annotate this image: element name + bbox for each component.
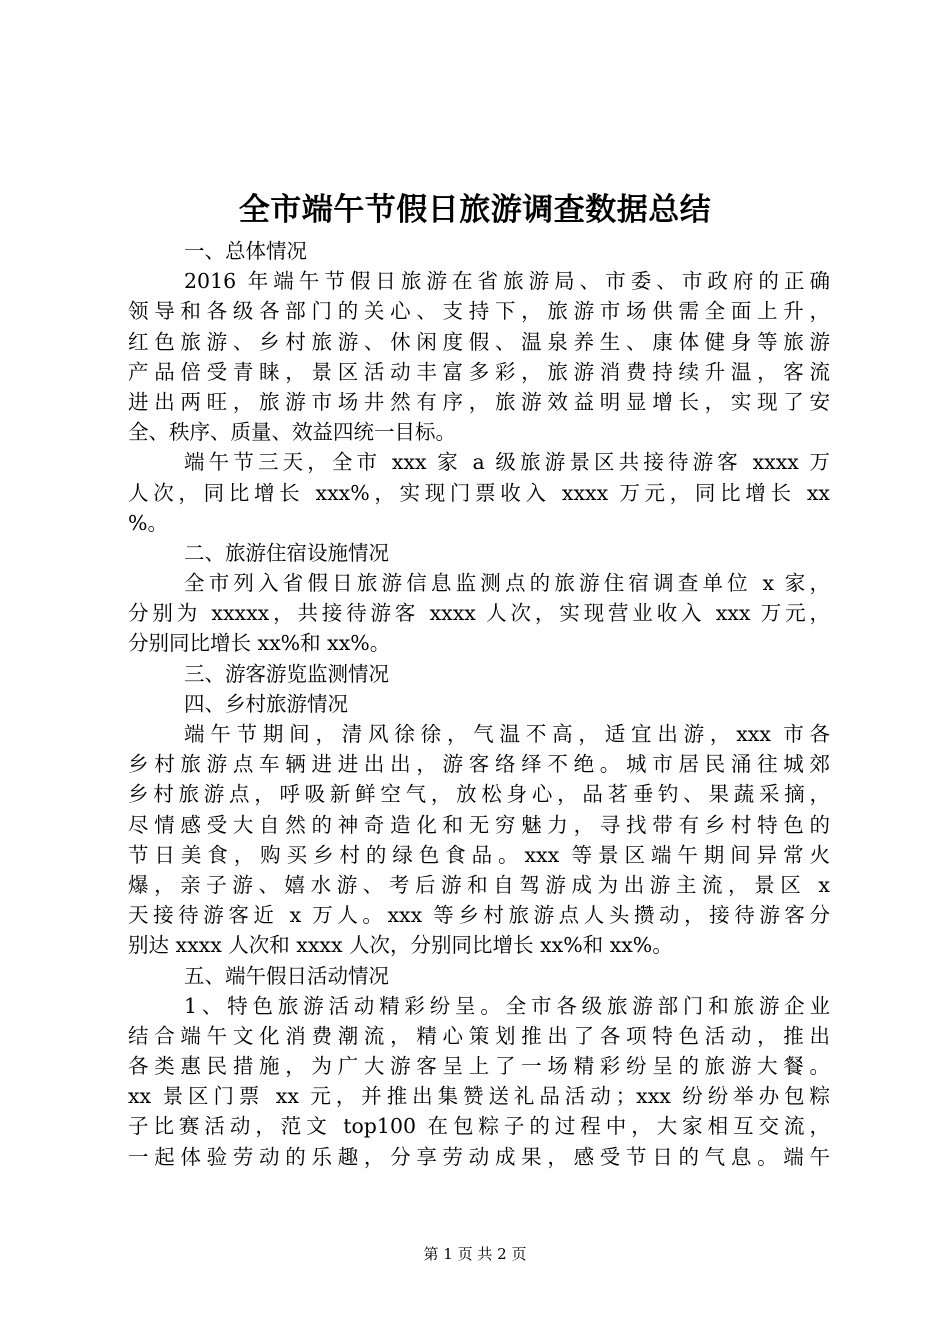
paragraph-line: 1、特色旅游活动精彩纷呈。全市各级旅游部门和旅游企业 <box>184 993 830 1018</box>
paragraph-line: %。 <box>128 510 168 535</box>
paragraph-line: 分别为 xxxxx，共接待游客 xxxx 人次，实现营业收入 xxx 万元， <box>128 601 830 626</box>
paragraph-line: 全、秩序、质量、效益四统一目标。 <box>128 420 456 445</box>
page-footer: 第 1 页 共 2 页 <box>423 1245 527 1263</box>
paragraph-line: 各类惠民措施，为广大游客呈上了一场精彩纷呈的旅游大餐。 <box>128 1054 830 1079</box>
paragraph-line: 乡村旅游点，呼吸新鲜空气，放松身心，品茗垂钓、果蔬采摘， <box>128 782 830 807</box>
paragraph-line: 天接待游客近 x 万人。xxx 等乡村旅游点人头攒动，接待游客分 <box>128 903 830 928</box>
paragraph-line: 子比赛活动，范文 top100 在包粽子的过程中，大家相互交流， <box>128 1114 830 1139</box>
paragraph-line: 2016 年端午节假日旅游在省旅游局、市委、市政府的正确 <box>184 269 830 294</box>
paragraph-line: 端午节三天，全市 xxx 家 a 级旅游景区共接待游客 xxxx 万 <box>184 450 830 475</box>
document-body <box>128 236 830 1172</box>
section-heading: 一、总体情况 <box>184 239 307 263</box>
section-heading: 二、旅游住宿设施情况 <box>184 540 389 565</box>
paragraph-line: 节日美食，购买乡村的绿色食品。xxx 等景区端午期间异常火 <box>128 842 830 867</box>
paragraph-line: xx 景区门票 xx 元，并推出集赞送礼品活动；xxx 纷纷举办包粽 <box>128 1084 830 1109</box>
paragraph-line: 乡村旅游点车辆进进出出，游客络绎不绝。城市居民涌往城郊 <box>128 752 830 777</box>
paragraph-line: 爆，亲子游、嬉水游、考后游和自驾游成为出游主流，景区 x <box>128 872 830 897</box>
paragraph-line: 一起体验劳动的乐趣，分享劳动成果，感受节日的气息。端午 <box>128 1144 830 1169</box>
section-heading: 三、游客游览监测情况 <box>184 661 389 686</box>
paragraph-line: 红色旅游、乡村旅游、休闲度假、温泉养生、康体健身等旅游 <box>128 329 830 354</box>
paragraph-line: 人次，同比增长 xxx%，实现门票收入 xxxx 万元，同比增长 xx <box>128 480 830 505</box>
section-heading: 四、乡村旅游情况 <box>184 691 348 716</box>
page-title: 全市端午节假日旅游调查数据总结 <box>238 192 712 228</box>
paragraph-line: 结合端午文化消费潮流，精心策划推出了各项特色活动，推出 <box>128 1023 830 1048</box>
paragraph-line: 分别同比增长 xx%和 xx%。 <box>128 631 391 656</box>
paragraph-line: 全市列入省假日旅游信息监测点的旅游住宿调查单位 x 家， <box>184 571 830 596</box>
paragraph-line: 端午节期间，清风徐徐，气温不高，适宜出游，xxx 市各 <box>184 722 830 746</box>
paragraph-line: 尽情感受大自然的神奇造化和无穷魅力，寻找带有乡村特色的 <box>128 812 830 837</box>
section-heading: 五、端午假日活动情况 <box>184 963 389 988</box>
paragraph-line: 领导和各级各部门的关心、支持下，旅游市场供需全面上升， <box>128 299 830 324</box>
paragraph-line: 进出两旺，旅游市场井然有序，旅游效益明显增长，实现了安 <box>128 389 830 414</box>
paragraph-line: 产品倍受青睐，景区活动丰富多彩，旅游消费持续升温，客流 <box>128 359 830 384</box>
paragraph-line: 别达 xxxx 人次和 xxxx 人次，分别同比增长 xx%和 xx%。 <box>128 933 673 958</box>
